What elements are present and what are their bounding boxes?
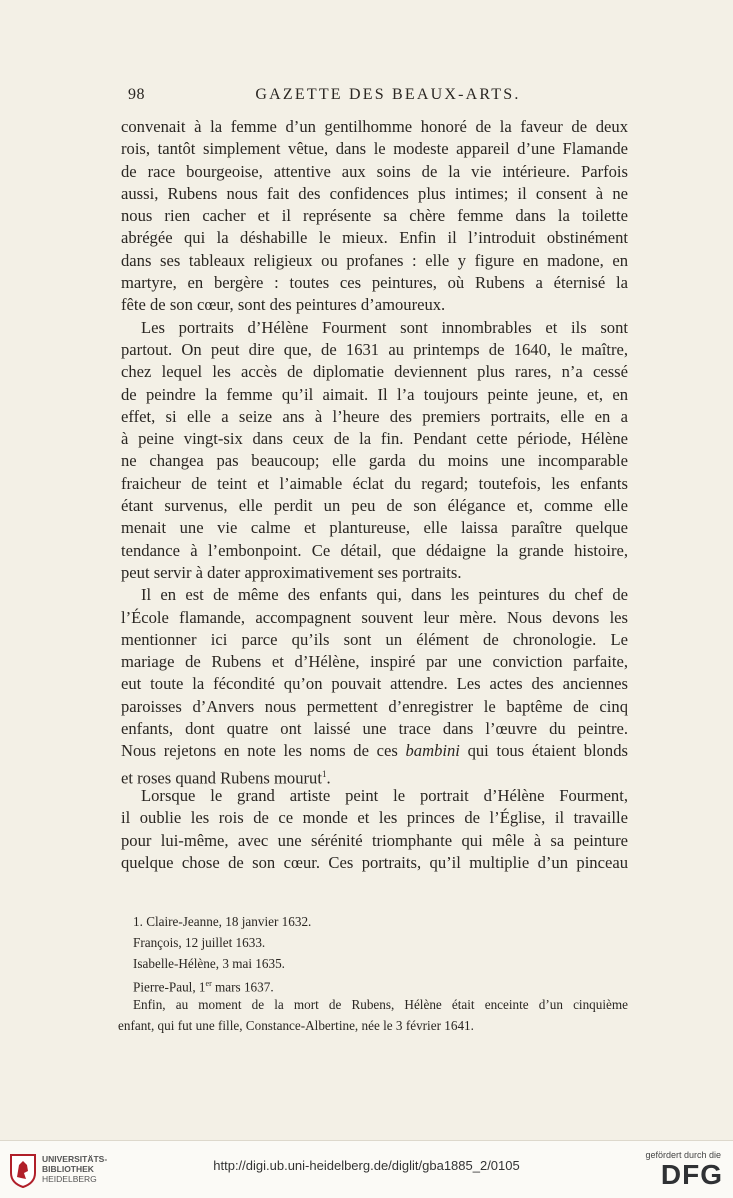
line-text: Pierre-Paul, 1 bbox=[133, 979, 206, 995]
text-line: martyre, en bergère : toutes ces peintures, où Rubens a éternisé la bbox=[121, 273, 628, 293]
page-header bbox=[128, 86, 628, 106]
page-url-link[interactable]: http://digi.ub.uni-heidelberg.de/diglit/gba1885_2/0105 bbox=[213, 1158, 520, 1173]
footer-bar bbox=[0, 1140, 733, 1198]
library-line: UNIVERSITÄTS- bbox=[42, 1154, 108, 1164]
footnotes bbox=[118, 912, 628, 1037]
line-text: mars 1637. bbox=[211, 979, 274, 995]
text-line: de race bourgeoise, attentive aux soins de la vie intérieure. Parfois bbox=[121, 161, 628, 181]
library-line: BIBLIOTHEK bbox=[42, 1164, 94, 1174]
text-line: étant survenus, elle perdit un peu de son élégance et, comme elle bbox=[121, 496, 628, 516]
text-line bbox=[121, 763, 628, 788]
text-line: paroisses d’Anvers nous permettent d’enregistrer le baptême de cinq bbox=[121, 696, 628, 716]
text-line: l’École flamande, accompagnent souvent leur mère. Nous devons les bbox=[121, 607, 628, 627]
text-line bbox=[121, 740, 628, 762]
text-line: Lorsque le grand artiste peint le portrait d’Hélène Fourment, bbox=[141, 785, 628, 805]
paragraph-4 bbox=[121, 785, 628, 874]
text-line: mariage de Rubens et d’Hélène, inspiré par une conviction parfaite, bbox=[121, 652, 628, 672]
paragraph-3 bbox=[121, 584, 628, 788]
funder-caption: gefördert durch die bbox=[645, 1150, 721, 1160]
footnote-line: François, 12 juillet 1633. bbox=[133, 934, 266, 950]
footnote-line: 1. Claire-Jeanne, 18 janvier 1632. bbox=[133, 914, 312, 929]
text-line: Il en est de même des enfants qui, dans les peintures du chef de bbox=[141, 585, 628, 605]
text-line: de peindre la femme qu’il aimait. Il l’a toujours peinte jeune, et, en bbox=[121, 384, 628, 404]
running-title: GAZETTE DES BEAUX-ARTS. bbox=[255, 86, 521, 103]
text-line: chez lequel les accès de diplomatie deviennent plus rares, n’a cessé bbox=[121, 362, 628, 382]
page-number: 98 bbox=[128, 86, 145, 103]
body-text bbox=[121, 116, 628, 874]
line-text: et roses quand Rubens mourut bbox=[121, 768, 322, 788]
paragraph-2 bbox=[121, 317, 628, 585]
footnote-line bbox=[118, 974, 628, 995]
dfg-logo: DFG bbox=[660, 1159, 723, 1190]
library-line: HEIDELBERG bbox=[42, 1174, 97, 1184]
footnote-ref: 1 bbox=[321, 768, 327, 779]
text-line: convenait à la femme d’un gentilhomme honoré de la faveur de deux bbox=[121, 117, 628, 136]
text-line: nous rien cacher et il représente sa chère femme dans la toilette bbox=[121, 206, 628, 226]
line-text: Nous rejetons en note les noms de ces bbox=[121, 741, 406, 761]
text-line: dans ses tableaux religieux ou profanes : elle y figure en madone, en bbox=[121, 250, 628, 270]
text-line: tendance à l’embonpoint. Ce détail, que dédaigne la grande histoire, bbox=[121, 540, 628, 560]
superscript: er bbox=[205, 979, 212, 989]
footnote-line: Enfin, au moment de la mort de Rubens, Hélène était enceinte d’un cinquième bbox=[133, 997, 628, 1013]
text-line: fête de son cœur, sont des peintures d’amoureux. bbox=[121, 295, 446, 315]
text-line: aussi, Rubens nous fait des confidences plus intimes; il consent à ne bbox=[121, 183, 628, 203]
text-line: ne changea pas beaucoup; elle garda du moins une incomparable bbox=[121, 451, 628, 471]
line-text: . bbox=[326, 768, 331, 788]
text-line: peut servir à dater approximativement ses portraits. bbox=[121, 562, 462, 582]
text-line: Les portraits d’Hélène Fourment sont innombrables et ils sont bbox=[141, 317, 628, 337]
text-line: à peine vingt-six dans ceux de la fin. Pendant cette période, Hélène bbox=[121, 429, 628, 449]
text-line: il oublie les rois de ce monde et les princes de l’Église, il travaille bbox=[121, 808, 628, 828]
text-line: rois, tantôt simplement vêtue, dans le modeste appareil d’une Flamande bbox=[121, 139, 628, 159]
text-line: fraicheur de teint et l’aimable éclat du regard; toutefois, les enfants bbox=[121, 473, 628, 493]
footnote-line: Isabelle-Hélène, 3 mai 1635. bbox=[133, 955, 285, 971]
paragraph-1 bbox=[121, 116, 628, 317]
text-line: pour lui-même, avec une sérénité triomphante qui mêle à sa peinture bbox=[121, 830, 628, 850]
line-text: qui tous étaient blonds bbox=[459, 741, 628, 761]
text-line: menait une vie calme et plantureuse, elle laissa paraître quelque bbox=[121, 518, 628, 538]
footnote-line: enfant, qui fut une fille, Constance-Albertine, née le 3 février 1641. bbox=[118, 1017, 474, 1033]
text-line: eut toute la fécondité qu’on pouvait attendre. Les actes des anciennes bbox=[121, 674, 628, 694]
text-line: partout. On peut dire que, de 1631 au printemps de 1640, le maître, bbox=[121, 339, 628, 359]
text-line: mentionner ici parce qu’ils sont un élément de chronologie. Le bbox=[121, 629, 628, 649]
italic-term: bambini bbox=[405, 741, 460, 761]
text-line: effet, si elle a seize ans à l’heure des premiers portraits, elle en a bbox=[121, 406, 628, 426]
text-line: enfants, dont quatre ont laissé une trace dans l’œuvre du peintre. bbox=[121, 719, 628, 739]
text-line: quelque chose de son cœur. Ces portraits, qu’il multiplie d’un pinceau bbox=[121, 852, 628, 872]
text-line: abrégée qui la déshabille le mieux. Enfin il l’introduit obstinément bbox=[121, 228, 628, 248]
